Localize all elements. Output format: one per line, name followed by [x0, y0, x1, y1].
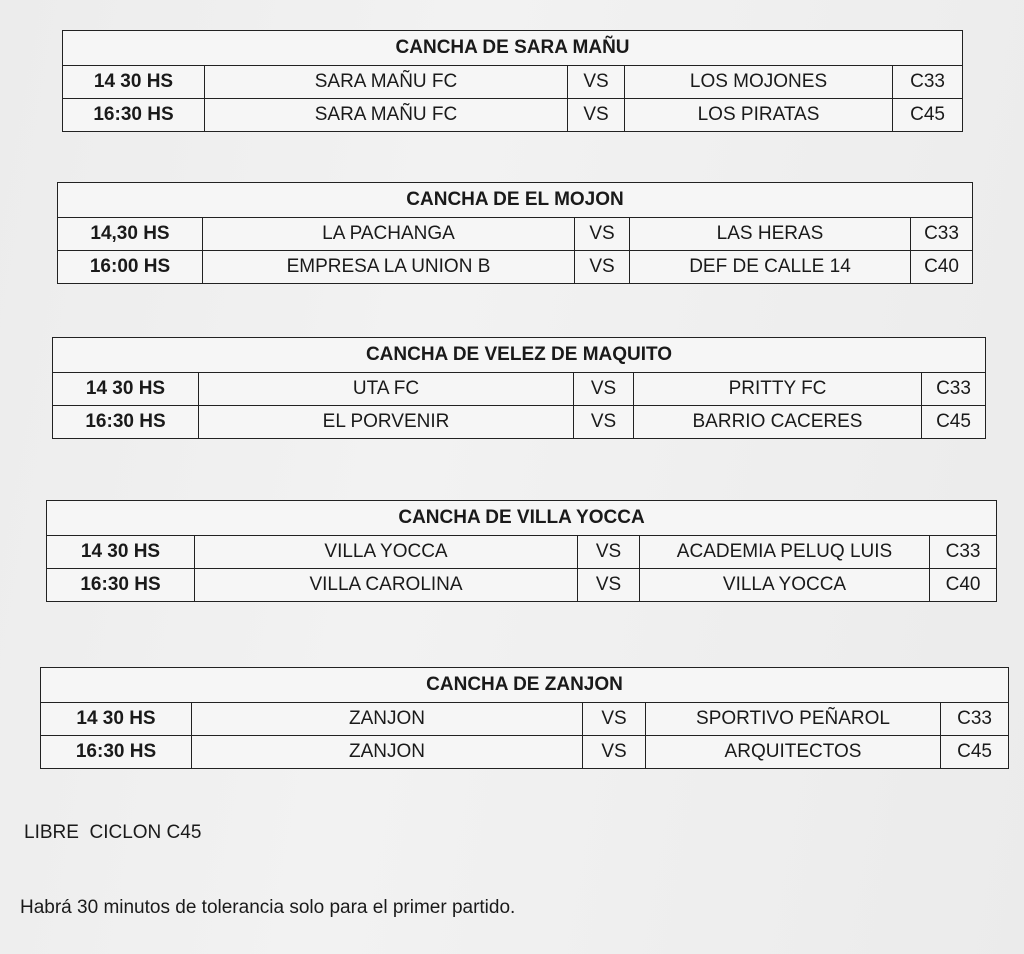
- home-team: ZANJON: [192, 703, 583, 736]
- versus-label: VS: [575, 251, 630, 284]
- category: C45: [893, 99, 963, 132]
- category: C33: [893, 66, 963, 99]
- away-team: VILLA YOCCA: [640, 569, 930, 602]
- match-time: 16:30 HS: [41, 736, 192, 769]
- away-team: BARRIO CACERES: [634, 406, 922, 439]
- category: C33: [930, 536, 997, 569]
- versus-label: VS: [583, 703, 646, 736]
- venue-title: CANCHA DE ZANJON: [41, 668, 1009, 703]
- away-team: LOS PIRATAS: [625, 99, 893, 132]
- versus-label: VS: [578, 569, 640, 602]
- venue-table-el-mojon: [57, 182, 973, 284]
- match-time: 14 30 HS: [41, 703, 192, 736]
- category: C45: [922, 406, 986, 439]
- versus-label: VS: [574, 373, 634, 406]
- category: C40: [911, 251, 973, 284]
- match-time: 14,30 HS: [58, 218, 203, 251]
- category: C33: [922, 373, 986, 406]
- match-row: [53, 373, 986, 406]
- category: C33: [911, 218, 973, 251]
- match-time: 16:30 HS: [63, 99, 205, 132]
- versus-label: VS: [575, 218, 630, 251]
- home-team: SARA MAÑU FC: [205, 66, 568, 99]
- match-time: 16:00 HS: [58, 251, 203, 284]
- match-row: [58, 218, 973, 251]
- home-team: ZANJON: [192, 736, 583, 769]
- match-row: [41, 736, 1009, 769]
- match-row: [47, 569, 997, 602]
- away-team: PRITTY FC: [634, 373, 922, 406]
- versus-label: VS: [568, 99, 625, 132]
- match-row: [63, 66, 963, 99]
- venue-table-velez-de-maquito: [52, 337, 986, 439]
- category: C40: [930, 569, 997, 602]
- away-team: SPORTIVO PEÑAROL: [646, 703, 941, 736]
- versus-label: VS: [574, 406, 634, 439]
- venue-title: CANCHA DE SARA MAÑU: [63, 31, 963, 66]
- venue-table-zanjon: [40, 667, 1009, 769]
- home-team: UTA FC: [199, 373, 574, 406]
- versus-label: VS: [578, 536, 640, 569]
- match-time: 14 30 HS: [47, 536, 195, 569]
- match-time: 14 30 HS: [53, 373, 199, 406]
- category: C45: [941, 736, 1009, 769]
- match-row: [47, 536, 997, 569]
- match-row: [63, 99, 963, 132]
- category: C33: [941, 703, 1009, 736]
- versus-label: VS: [568, 66, 625, 99]
- away-team: ACADEMIA PELUQ LUIS: [640, 536, 930, 569]
- match-row: [58, 251, 973, 284]
- match-row: [53, 406, 986, 439]
- venue-title: CANCHA DE VELEZ DE MAQUITO: [53, 338, 986, 373]
- home-team: VILLA YOCCA: [195, 536, 578, 569]
- away-team: LOS MOJONES: [625, 66, 893, 99]
- home-team: SARA MAÑU FC: [205, 99, 568, 132]
- home-team: LA PACHANGA: [203, 218, 575, 251]
- versus-label: VS: [583, 736, 646, 769]
- venue-title: CANCHA DE EL MOJON: [58, 183, 973, 218]
- venue-title: CANCHA DE VILLA YOCCA: [47, 501, 997, 536]
- match-time: 16:30 HS: [53, 406, 199, 439]
- venue-table-villa-yocca: [46, 500, 997, 602]
- bye-note: LIBRE CICLON C45: [24, 822, 202, 843]
- home-team: VILLA CAROLINA: [195, 569, 578, 602]
- match-row: [41, 703, 1009, 736]
- home-team: EMPRESA LA UNION B: [203, 251, 575, 284]
- away-team: DEF DE CALLE 14: [630, 251, 911, 284]
- match-time: 16:30 HS: [47, 569, 195, 602]
- tolerance-note: Habrá 30 minutos de tolerancia solo para el primer partido.: [20, 897, 516, 918]
- away-team: LAS HERAS: [630, 218, 911, 251]
- match-time: 14 30 HS: [63, 66, 205, 99]
- venue-table-sara-manu: [62, 30, 963, 132]
- home-team: EL PORVENIR: [199, 406, 574, 439]
- away-team: ARQUITECTOS: [646, 736, 941, 769]
